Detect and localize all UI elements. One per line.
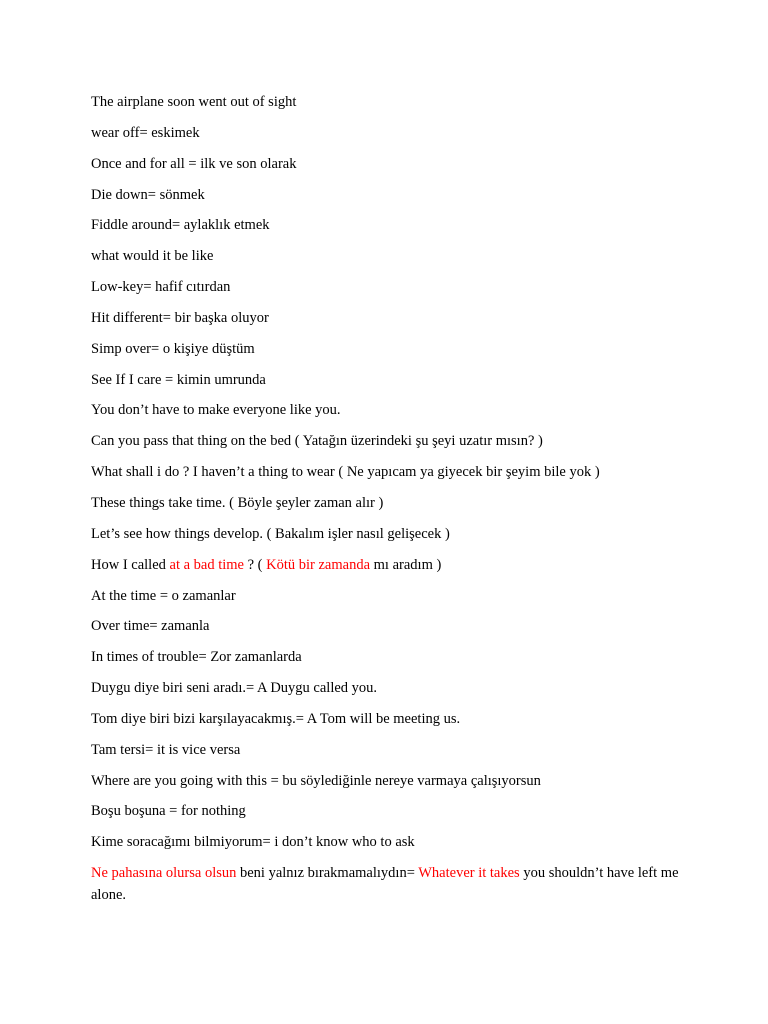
text-line: Die down= sönmek (91, 186, 205, 203)
highlighted-phrase: Kötü bir zamanda (266, 556, 371, 573)
text-line: See If I care = kimin umrunda (91, 371, 266, 388)
highlighted-phrase: Whatever it takes (418, 865, 520, 882)
text-segment: you shouldn’t have left me alone. (91, 865, 679, 904)
text-line: The airplane soon went out of sight (91, 94, 297, 110)
text-line: Tam tersi= it is vice versa (91, 741, 241, 758)
text-body (91, 91, 681, 906)
text-line: Once and for all = ilk ve son olarak (91, 155, 297, 172)
text-line: Can you pass that thing on the bed ( Yatağın üzerindeki şu şeyi uzatır mısın? ) (91, 433, 543, 450)
text-line: Tom diye biri bizi karşılayacakmış.= A Tom will be meeting us. (91, 710, 461, 727)
text-line: Let’s see how things develop. ( Bakalım işler nasıl gelişecek ) (91, 525, 450, 542)
text-line: Over time= zamanla (91, 618, 210, 635)
text-line: What shall i do ? I haven’t a thing to wear ( Ne yapıcam ya giyecek bir şeyim bile yok ) (91, 464, 600, 481)
text-segment: beni yalnız bırakmamalıydın= (236, 865, 419, 882)
text-line: what would it be like (91, 248, 214, 265)
text-line: Where are you going with this = bu söylediğinle nereye varmaya çalışıyorsun (91, 772, 541, 789)
text-line: At the time = o zamanlar (91, 587, 236, 604)
text-line: Boşu boşuna = for nothing (91, 803, 246, 820)
text-line: In times of trouble= Zor zamanlarda (91, 649, 302, 666)
text-line-highlighted (91, 862, 681, 906)
text-line: Hit different= bir başka oluyor (91, 309, 269, 326)
text-line: You don’t have to make everyone like you. (91, 402, 341, 419)
text-line: Simp over= o kişiye düştüm (91, 340, 255, 357)
text-line: Fiddle around= aylaklık etmek (91, 217, 270, 234)
text-line: wear off= eskimek (91, 124, 200, 141)
text-segment: How I called (91, 556, 170, 573)
text-line: These things take time. ( Böyle şeyler zaman alır ) (91, 494, 384, 511)
highlighted-phrase: Ne pahasına olursa olsun (91, 865, 237, 882)
text-segment: mı aradım ) (370, 556, 442, 573)
text-line: Duygu diye biri seni aradı.= A Duygu called you. (91, 680, 378, 697)
text-line-highlighted (91, 554, 681, 576)
text-line: Low-key= hafif cıtırdan (91, 279, 231, 296)
text-line: Kime soracağımı bilmiyorum= i don’t know who to ask (91, 834, 415, 851)
highlighted-phrase: at a bad time (169, 556, 244, 573)
text-segment: ? ( (244, 556, 267, 573)
